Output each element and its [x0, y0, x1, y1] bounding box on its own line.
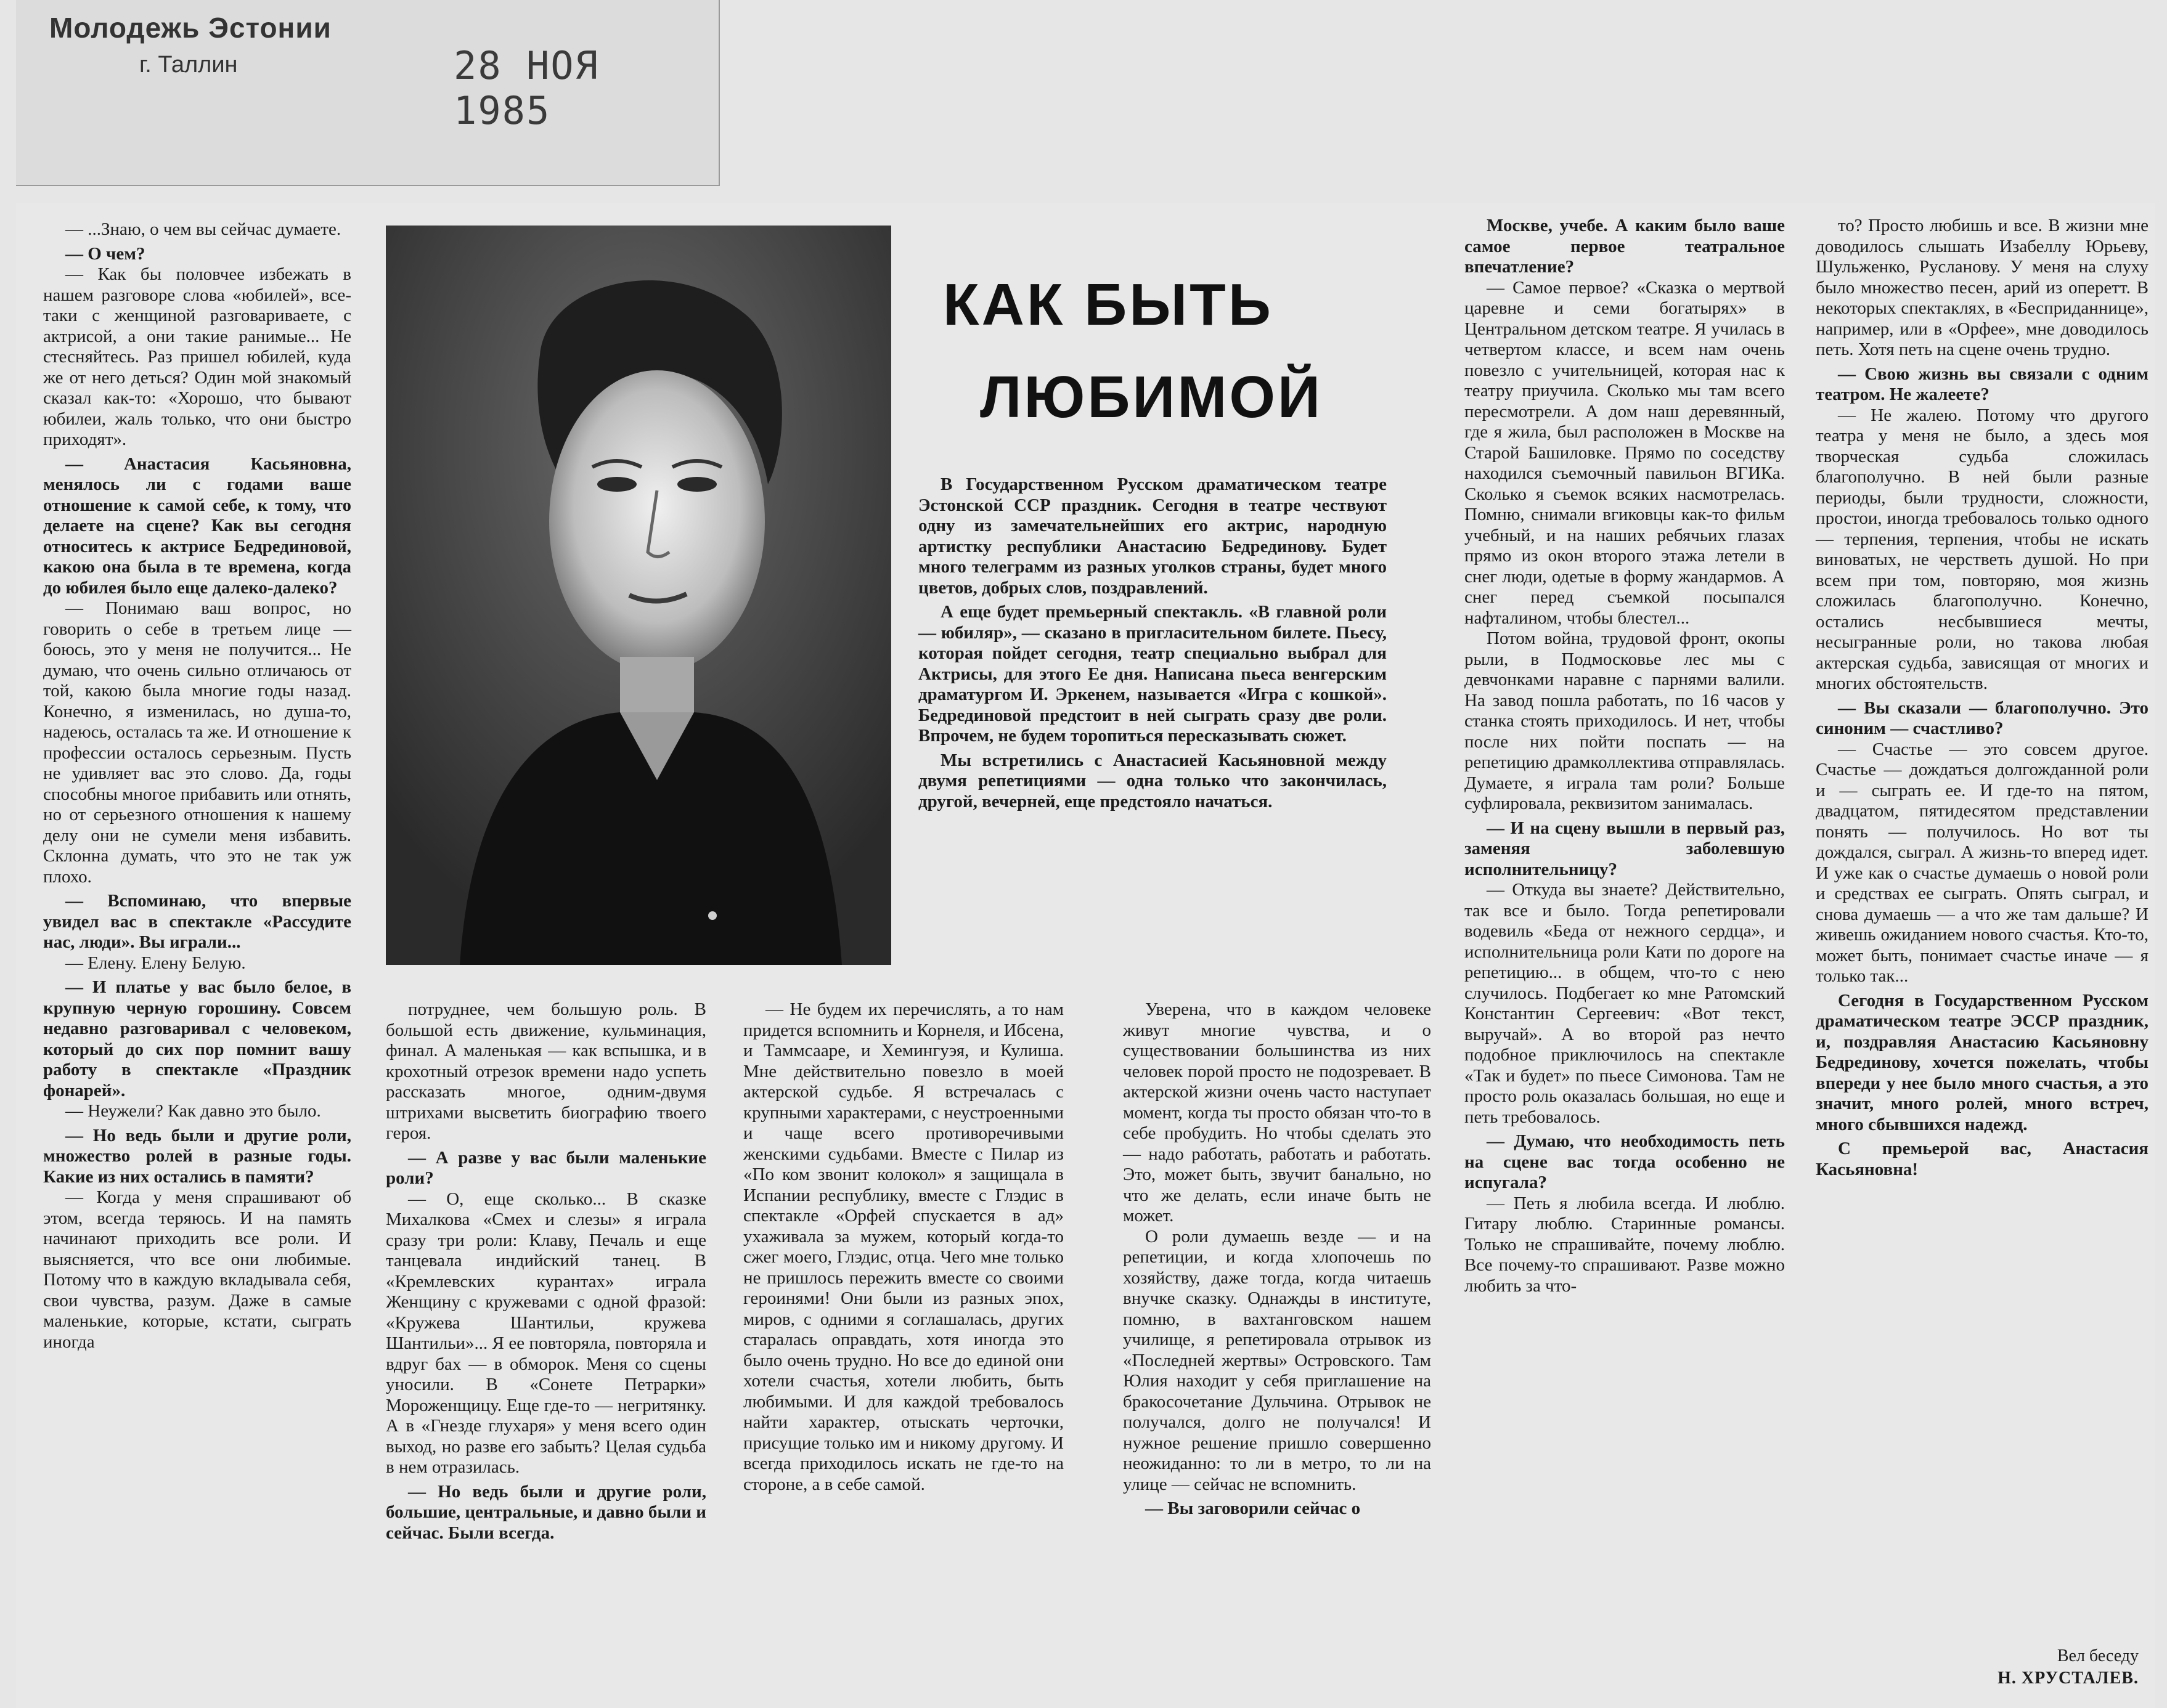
actress-photo [386, 226, 891, 965]
answer-paragraph: — О, еще сколько... В сказке Михалкова «Смех и слезы» я играла сразу три роли: Клаву, Печаль и еще танцевала индийский танец. В «Кремлевских курантах» играла Женщину с кружевами с одной фразой: «Кружева Шантильи, кружева Шантильи»... Я ее повторяла, повторяла и вдруг бах — в обморок. Меня со сцены уносили. В «Сонете Петрарки» Мороженщицу. Еще где-то — негритянку. А в «Гнезде глухаря» у меня всего один выход, но разве его забыть? Целая судьба в нем отразилась. [386, 1189, 706, 1477]
answer-paragraph: — Петь я любила всегда. И люблю. Гитару люблю. Старинные романсы. Только не спрашивайте, почему люблю. Все почему-то спрашивают. Разве можно любить за что- [1464, 1193, 1785, 1296]
answer-paragraph: — Не будем их перечислять, а то нам придется вспомнить и Корнеля, и Ибсена, и Таммсааре, и Хемингуэя, и Кулиша. Мне действительно повезло в моей актерской судьбе. Я встречалась с крупными характерами, с неустроенными и чаще всего противоречивыми женскими судьбами. Вместе с Пилар из «По ком звонит колокол» я защищала в Испании республику, вместе с Глэдис в спектакле «Орфей спускается в ад» ухаживала за мужем, который когда-то сжег моего, Глэдис, отца. Чего мне только не пришлось пережить вместе со своими героинями! Они были из разных эпох, миров, с одними я соглашалась, других старалась оправдать, хотя иногда это было очень трудно. Но все до единой они хотели счастья, хотели любить, быть любимыми. И для каждой требовалось найти характер, отыскать черточки, присущие только им и никому другому. И всегда приходилось искать не где-то на стороне, а в себе самой. [743, 999, 1064, 1494]
answer-paragraph: — Не жалею. Потому что другого театра у меня не было, а здесь моя творческая судьба сложилась благополучно. В ней были разные периоды, были трудности, сложности, простои, иногда требовалось только одного — терпения, терпения, чтобы не искать виноватых, не черстветь душой. Но при всем при том, повторяю, моя жизнь сложилась благополучно. Конечно, остались несбывшиеся мечты, несыгранные роли, но такова любая актерская судьба, зависящая от многих и многих обстоятельств. [1816, 405, 2149, 693]
answer-paragraph: Уверена, что в каждом человеке живут многие чувства, и о существовании большинства из них человек порой просто не подозревает. В актерской жизни очень часто наступает момент, когда ты просто обязан что-то в себе пробудить. Но чтобы сделать это — надо работать, работать и работать. Это, может быть, звучит банально, но что же делать, если иначе быть не может. [1123, 999, 1431, 1226]
question-paragraph: — Вспоминаю, что впервые увидел вас в спектакле «Рассудите нас, люди». Вы играли... [43, 891, 351, 952]
answer-paragraph: — Счастье — это совсем другое. Счастье — дождаться долгожданной роли и — сыграть ее. И где-то на пятом, двадцатом, пятидесятом представлении понять — получилось. Но вот ты дождался, сыграл. А жизнь-то вперед идет. И уже как о счастье думаешь о новой роли и средствах ее сыграть. Опять сыграл, и снова думаешь — а что же там дальше? И живешь ожиданием нового счастья. Кто-то, может быть, понимает счастье иначе — я только так... [1816, 739, 2149, 986]
answer-paragraph: — ...Знаю, о чем вы сейчас думаете. [65, 219, 341, 239]
answer-paragraph: — Понимаю ваш вопрос, но говорить о себе в третьем лице — боюсь, это у меня не получится... Не думаю, что очень сильно отличаюсь от той, какою была многие годы назад. Конечно, я изменилась, но душа-то, надеюсь, осталась та же. И отношение к профессии осталось серьезным. Пусть не удивляет вас это слово. Да, годы способны многое прибавить или отнять, но от серьезного отношения к нашему делу они не сумели меня избавить. Склонна думать, что это не так уж плохо. [43, 598, 351, 887]
title-line-1: КАК БЫТЬ [943, 272, 1273, 338]
question-paragraph: — О чем? [65, 243, 145, 264]
masthead-clip [16, 0, 720, 186]
text-column-5 [1464, 216, 1785, 1296]
answer-paragraph: Потом война, трудовой фронт, окопы рыли, в Подмосковье лес мы с девчонками наравне с парнями валили. На завод пошла работать, по 16 часов у станка стоять приходилось. И нет, чтобы после них пойти поспать — на репетицию драмколлектива отправлялась. Думаете, я играла там роли? Больше суфлировала, реквизитом занималась. [1464, 628, 1785, 813]
intro-paragraph: Мы встретились с Анастасией Касьяновной между двумя репетициями — одна только что закончилась, другой, вечерней, еще предстояло начаться. [918, 750, 1387, 811]
question-paragraph: Сегодня в Государственном Русском драматическом театре ЭССР праздник, и, поздравляя Анастасию Касьяновну Бедрединову, хочется пожелать, чтобы впереди у нее было много счастья, а это значит, много ролей, много встреч, много сбывшихся надежд. [1816, 990, 2149, 1134]
text-column-1 [43, 219, 351, 1352]
article-title [943, 259, 1436, 444]
byline-name: Н. ХРУСТАЛЕВ. [1998, 1669, 2139, 1688]
question-paragraph: — Вы заговорили сейчас о [1145, 1499, 1361, 1518]
question-paragraph: Москве, учебе. А каким было ваше самое первое театральное впечатление? [1464, 216, 1785, 277]
question-paragraph: — А разве у вас были маленькие роли? [386, 1147, 706, 1188]
byline-role: Вел беседу [2057, 1646, 2139, 1665]
answer-paragraph: — Когда у меня спрашивают об этом, всегда теряюсь. И на память начинают приходить все роли. И выясняется, что все они любимые. Потому что в каждую вкладывала себя, свои чувства, разум. Даже в самые маленькие, которые, кстати, сыграть иногда [43, 1187, 351, 1352]
question-paragraph: — Но ведь были и другие роли, множество ролей в разные годы. Какие из них остались в памяти? [43, 1125, 351, 1187]
text-column-2 [386, 999, 706, 1543]
text-column-6 [1816, 216, 2149, 1180]
text-column-4 [1123, 999, 1431, 1519]
question-paragraph: — Анастасия Касьяновна, менялось ли с годами ваше отношение к самой себе, к тому, что делаете на сцене? Как вы сегодня относитесь к актрисе Бедрединовой, какою она была в те времена, когда до юбилея было еще далеко-далеко? [43, 453, 351, 598]
date-stamp: 28 НОЯ 1985 [454, 43, 599, 133]
question-paragraph: — Но ведь были и другие роли, большие, центральные, и давно были и сейчас. Были всегда. [386, 1481, 706, 1543]
answer-paragraph: то? Просто любишь и все. В жизни мне доводилось слышать Изабеллу Юрьеву, Шульженко, Русланову. У меня на слуху было множество песен, арий из оперетт. В некоторых спектаклях, в «Бесприданнице», например, или в «Орфее», мне доводилось петь. Хотя петь на сцене очень трудно. [1816, 216, 2149, 359]
question-paragraph: — Свою жизнь вы связали с одним театром. Не жалеете? [1816, 364, 2149, 404]
answer-paragraph: — Откуда вы знаете? Действительно, так все и было. Тогда репетировали водевиль «Беда от нежного сердца», и исполнительница роли Кати по дороге на репетицию... в общем, что-то с нею случилось. Подбегает ко мне Ратомский Константин Сергеевич: «Вот текст, выручай». А во второй раз нечто подобное приключилось на спектакле «Так и будет» по пьесе Симонова. Там не просто роль оказалась большая, но еще и петь требовалось. [1464, 880, 1785, 1127]
answer-paragraph: — Неужели? Как давно это было. [65, 1101, 321, 1121]
intro-paragraph: А еще будет премьерный спектакль. «В главной роли — юбиляр», — сказано в пригласительном билете. Пьесу, которая пойдет сегодня, театр специально выбрал для Актрисы, для этого Ее дня. Написана пьеса венгерским драматургом И. Эркенем, называется «Игра с кошкой». Бедрединовой предстоит в ней сыграть сразу две роли. Впрочем, не будем торопиться пересказывать сюжет. [918, 602, 1387, 746]
byline [1935, 1645, 2139, 1690]
answer-paragraph: О роли думаешь везде — и на репетиции, и когда хлопочешь по хозяйству, даже тогда, когда читаешь внучке сказку. Однажды в институте, помню, в вахтанговском нашем училище, я репетировала отрывок из «Последней жертвы» Островского. Там Юлия находит у себя приглашение на бракосочетание Дульчина. Отрывок не получался, долго не получался! И нужное решение пришло совершенно неожиданно: то ли в метро, то ли на улице — сейчас не вспомнить. [1123, 1226, 1431, 1494]
article-intro [918, 474, 1387, 816]
text-column-3 [743, 999, 1064, 1495]
answer-paragraph: — Как бы половчее избежать в нашем разговоре слова «юбилей», все-таки с женщиной разговариваете, с актрисой, а они такие ранимые... Не стесняйтесь. Раз пришел юбилей, куда же от него деться? Один мой знакомый сказал как-то: «Хорошо, что бывают юбилеи, жаль только, что они быстро приходят». [43, 264, 351, 449]
question-paragraph: — Вы сказали — благополучно. Это синоним — счастливо? [1816, 697, 2149, 738]
answer-paragraph: — Елену. Елену Белую. [65, 953, 246, 973]
answer-paragraph: потруднее, чем большую роль. В большой есть движение, кульминация, финал. А маленькая — как вспышка, и в крохотный отрезок времени надо успеть рассказать многое, одним-двумя штрихами высветить биографию твоего героя. [386, 999, 706, 1143]
portrait-illustration [386, 226, 891, 965]
question-paragraph: — Думаю, что необходимость петь на сцене вас тогда особенно не испугала? [1464, 1131, 1785, 1192]
question-paragraph: — И платье у вас было белое, в крупную черную горошину. Совсем недавно разговаривал с человеком, который до сих пор помнит вашу работу в спектакле «Праздник фонарей». [43, 977, 351, 1100]
question-paragraph: С премьерой вас, Анастасия Касьяновна! [1816, 1139, 2149, 1179]
answer-paragraph: — Самое первое? «Сказка о мертвой царевне и семи богатырях» в Центральном детском театре. Я училась в четвертом классе, и всем нам очень повезло с учительницей, которая нас к театру приучила. Сколько мы там всего пересмотрели. А дом наш деревянный, где я жила, был расположен в Москве на Старой Башиловке. Прямо по соседству находился съемочный павильон ВГИКа. Сколько я съемок всяких насмотрелась. Помню, снимали вгиковцы как-то фильм учебный, и на наших ребячьих глазах прямо из окон второго этажа летели в снег люди, одетые в форму жандармов. А снег перед съемкой посыпался нафталином, чтобы блестел... [1464, 277, 1785, 628]
intro-paragraph: В Государственном Русском драматическом театре Эстонской ССР праздник. Сегодня в театре чествуют одну из замечательнейших его актрис, народную артистку республики Анастасию Бедрединову. Будет много телеграмм из разных уголков страны, будет много цветов, добрых слов, поздравлений. [918, 474, 1387, 598]
newspaper-city: г. Таллин [139, 52, 238, 78]
title-line-2: ЛЮБИМОЙ [980, 364, 1323, 430]
newspaper-name: Молодежь Эстонии [49, 12, 332, 44]
question-paragraph: — И на сцену вышли в первый раз, заменяя заболевшую исполнительницу? [1464, 818, 1785, 879]
